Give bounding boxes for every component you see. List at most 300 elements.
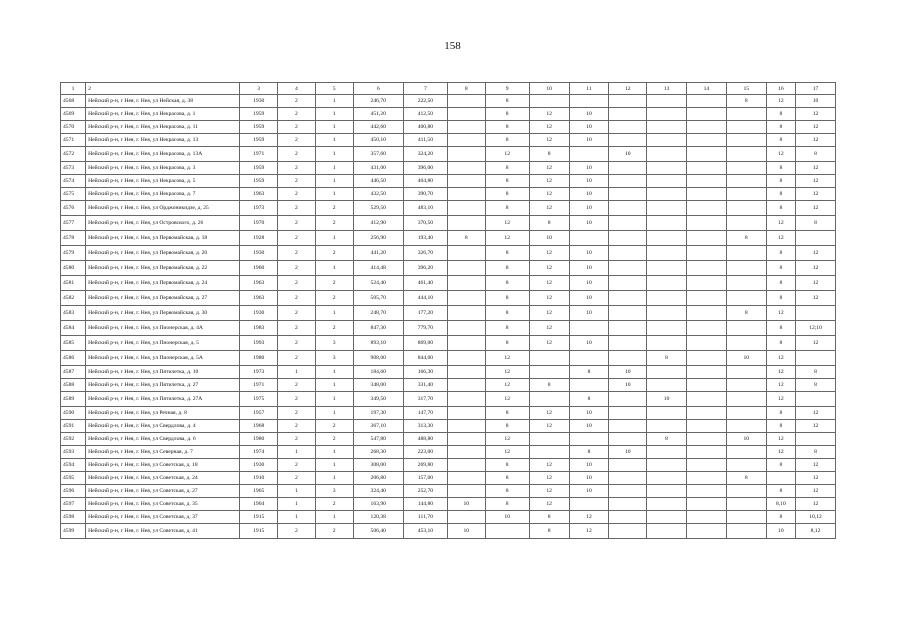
- table-cell: 248,70: [353, 306, 403, 321]
- address-cell: Нейский р-н, г Нея, г. Нея, ул Островского, д. 26: [86, 216, 240, 231]
- table-cell: [686, 511, 726, 524]
- header-row: [61, 83, 836, 95]
- table-cell: [529, 446, 569, 459]
- table-cell: [686, 246, 726, 261]
- table-cell: 893,10: [353, 336, 403, 351]
- table-cell: [647, 524, 687, 539]
- table-row: [61, 261, 836, 276]
- id-cell: 1: [61, 83, 86, 95]
- table-cell: 8: [766, 336, 795, 351]
- table-cell: [447, 121, 485, 134]
- table-cell: 483,10: [403, 201, 447, 216]
- table-cell: 908,00: [353, 351, 403, 366]
- address-cell: Нейский р-н, г Нея, г. Нея, ул Некрасова, д. 5: [86, 175, 240, 188]
- table-cell: 2: [278, 524, 316, 539]
- table-cell: 396,20: [403, 261, 447, 276]
- table-cell: 450,10: [353, 134, 403, 147]
- table-cell: 524,40: [353, 276, 403, 291]
- table-cell: 348,00: [353, 379, 403, 392]
- id-cell: 4581: [61, 276, 86, 291]
- table-cell: 326,70: [403, 246, 447, 261]
- table-cell: [726, 121, 766, 134]
- address-cell: Нейский р-н, г Нея, г. Нея, ул Первомайская, д. 24: [86, 276, 240, 291]
- table-cell: [569, 95, 609, 108]
- table-cell: 12: [529, 188, 569, 201]
- id-cell: 4596: [61, 485, 86, 498]
- table-row: [61, 351, 836, 366]
- table-cell: [447, 511, 485, 524]
- id-cell: 4590: [61, 407, 86, 420]
- id-cell: 4574: [61, 175, 86, 188]
- table-cell: [447, 134, 485, 147]
- table-cell: 12: [485, 351, 529, 366]
- table-cell: 184,60: [353, 366, 403, 379]
- table-cell: 12: [529, 420, 569, 433]
- address-cell: Нейский р-н, г Нея, г. Нея, ул Нейская, д. 38: [86, 95, 240, 108]
- table-cell: [647, 291, 687, 306]
- table-cell: 8: [485, 175, 529, 188]
- table-cell: 12: [796, 336, 836, 351]
- table-cell: [447, 108, 485, 121]
- table-cell: 12: [766, 231, 795, 246]
- table-cell: 8: [766, 175, 795, 188]
- table-cell: [686, 420, 726, 433]
- table-row: [61, 511, 836, 524]
- table-cell: [686, 188, 726, 201]
- table-cell: [686, 351, 726, 366]
- table-cell: [726, 246, 766, 261]
- table-cell: 12: [766, 95, 795, 108]
- table-cell: [485, 524, 529, 539]
- table-cell: [726, 524, 766, 539]
- table-cell: 1: [278, 446, 316, 459]
- id-cell: 4582: [61, 291, 86, 306]
- table-cell: [447, 321, 485, 336]
- table-cell: 12: [529, 459, 569, 472]
- address-cell: Нейский р-н, г Нея, г. Нея, ул Пятилетка, д. 27А: [86, 392, 240, 407]
- table-cell: 461,40: [403, 276, 447, 291]
- table-cell: [609, 459, 647, 472]
- table-row: [61, 392, 836, 407]
- table-cell: 8: [766, 246, 795, 261]
- table-cell: 414,48: [353, 261, 403, 276]
- table-cell: 2: [315, 420, 353, 433]
- table-cell: 12: [796, 420, 836, 433]
- address-cell: Нейский р-н, г Нея, г. Нея, ул Советская, д. 24: [86, 472, 240, 485]
- table-cell: 1959: [240, 162, 278, 175]
- table-cell: [647, 121, 687, 134]
- table-cell: [609, 336, 647, 351]
- table-cell: 2: [278, 276, 316, 291]
- id-cell: 4575: [61, 188, 86, 201]
- table-cell: [609, 291, 647, 306]
- table-cell: 11: [569, 83, 609, 95]
- table-cell: 12: [766, 351, 795, 366]
- table-cell: [647, 231, 687, 246]
- table-cell: [609, 162, 647, 175]
- table-cell: [447, 95, 485, 108]
- table-cell: 8: [485, 498, 529, 511]
- table-cell: 12: [796, 121, 836, 134]
- table-cell: 1970: [240, 216, 278, 231]
- table-row: [61, 366, 836, 379]
- table-cell: 10: [569, 246, 609, 261]
- table-cell: 1: [315, 147, 353, 162]
- table-cell: 12: [766, 392, 795, 407]
- table-cell: [447, 261, 485, 276]
- table-cell: 2: [315, 201, 353, 216]
- table-cell: 1: [315, 472, 353, 485]
- table-cell: 1: [315, 108, 353, 121]
- table-cell: 8: [796, 147, 836, 162]
- table-cell: [529, 433, 569, 446]
- id-cell: 4591: [61, 420, 86, 433]
- table-cell: 10: [609, 366, 647, 379]
- table-cell: 252,70: [403, 485, 447, 498]
- table-cell: [447, 246, 485, 261]
- table-cell: [447, 291, 485, 306]
- table-cell: 8: [766, 420, 795, 433]
- table-cell: 10: [569, 420, 609, 433]
- table-cell: 10: [569, 216, 609, 231]
- table-cell: 1959: [240, 175, 278, 188]
- table-cell: [686, 216, 726, 231]
- address-cell: Нейский р-н, г Нея, г. Нея, ул Первомайская, д. 30: [86, 306, 240, 321]
- table-cell: [569, 147, 609, 162]
- table-cell: 12: [529, 121, 569, 134]
- table-cell: 8: [447, 83, 485, 95]
- table-cell: [609, 321, 647, 336]
- table-cell: [609, 216, 647, 231]
- table-cell: 2: [315, 498, 353, 511]
- table-cell: [686, 321, 726, 336]
- table-cell: [686, 407, 726, 420]
- table-cell: 8: [569, 366, 609, 379]
- address-cell: Нейский р-н, г Нея, г. Нея, ул Свердлова, д. 6: [86, 433, 240, 446]
- table-row: [61, 121, 836, 134]
- table-cell: 8: [485, 246, 529, 261]
- table-cell: 8,10: [766, 498, 795, 511]
- table-cell: [726, 407, 766, 420]
- table-cell: 8: [766, 276, 795, 291]
- table-cell: 431,00: [353, 162, 403, 175]
- table-cell: 12: [529, 306, 569, 321]
- table-cell: [686, 134, 726, 147]
- table-cell: 1930: [240, 246, 278, 261]
- table-row: [61, 162, 836, 175]
- table-cell: 2: [278, 216, 316, 231]
- id-cell: 4594: [61, 459, 86, 472]
- id-cell: 4572: [61, 147, 86, 162]
- table-cell: 12: [569, 524, 609, 539]
- table-cell: 1963: [240, 291, 278, 306]
- table-cell: 10: [485, 511, 529, 524]
- table-cell: 324,20: [403, 147, 447, 162]
- table-cell: 12: [529, 261, 569, 276]
- table-cell: 8: [485, 108, 529, 121]
- table-cell: 8: [796, 366, 836, 379]
- table-cell: [726, 498, 766, 511]
- table-cell: 331,40: [403, 379, 447, 392]
- table-cell: 1: [315, 134, 353, 147]
- address-cell: Нейский р-н, г Нея, г. Нея, ул Пионерская, д. 4А: [86, 321, 240, 336]
- table-cell: 1965: [240, 485, 278, 498]
- table-cell: 370,50: [403, 216, 447, 231]
- table-cell: 357,60: [353, 147, 403, 162]
- table-cell: 10: [569, 108, 609, 121]
- table-cell: 1: [315, 261, 353, 276]
- table-cell: 1959: [240, 134, 278, 147]
- table-cell: 8: [766, 485, 795, 498]
- table-cell: [726, 446, 766, 459]
- table-cell: [726, 162, 766, 175]
- table-cell: [609, 246, 647, 261]
- address-cell: Нейский р-н, г Нея, г. Нея, ул Советская, д. 18: [86, 459, 240, 472]
- table-cell: 12: [529, 291, 569, 306]
- table-cell: 1971: [240, 147, 278, 162]
- table-cell: 8: [766, 108, 795, 121]
- table-cell: 1: [315, 306, 353, 321]
- table-cell: [686, 392, 726, 407]
- table-cell: 8: [485, 485, 529, 498]
- table-cell: [609, 306, 647, 321]
- table-cell: [529, 351, 569, 366]
- table-cell: 1: [315, 231, 353, 246]
- table-cell: 163,90: [353, 498, 403, 511]
- table-cell: 157,00: [403, 472, 447, 485]
- id-cell: 4578: [61, 231, 86, 246]
- table-cell: 2: [278, 162, 316, 175]
- table-cell: [447, 433, 485, 446]
- table-cell: [447, 446, 485, 459]
- table-cell: 529,50: [353, 201, 403, 216]
- table-cell: [726, 188, 766, 201]
- id-cell: 4597: [61, 498, 86, 511]
- table-cell: 2: [278, 175, 316, 188]
- table-cell: [726, 420, 766, 433]
- table-cell: 12: [485, 366, 529, 379]
- table-cell: 12: [796, 188, 836, 201]
- table-cell: 3: [315, 336, 353, 351]
- table-cell: 246,70: [353, 95, 403, 108]
- table-cell: 2: [278, 306, 316, 321]
- table-cell: 8: [647, 351, 687, 366]
- table-cell: [447, 366, 485, 379]
- table-cell: [726, 175, 766, 188]
- table-cell: [447, 162, 485, 175]
- table-cell: [726, 261, 766, 276]
- table-cell: 8: [766, 511, 795, 524]
- table-cell: 1: [315, 175, 353, 188]
- address-cell: Нейский р-н, г Нея, г. Нея, ул Свердлова, д. 4: [86, 420, 240, 433]
- table-cell: 432,50: [353, 188, 403, 201]
- table-cell: 13: [647, 83, 687, 95]
- table-cell: 1: [278, 511, 316, 524]
- table-cell: 1963: [240, 276, 278, 291]
- id-cell: 4598: [61, 511, 86, 524]
- table-cell: 1974: [240, 446, 278, 459]
- table-cell: 1930: [240, 95, 278, 108]
- table-cell: [726, 336, 766, 351]
- address-cell: Нейский р-н, г Нея, г. Нея, ул Орджоникидзе, д. 25: [86, 201, 240, 216]
- table-cell: 1: [315, 379, 353, 392]
- table-cell: [647, 162, 687, 175]
- table-cell: 8: [647, 433, 687, 446]
- table-cell: 223,00: [403, 446, 447, 459]
- table-cell: 15: [726, 83, 766, 95]
- table-cell: 2: [278, 188, 316, 201]
- table-cell: 1980: [240, 351, 278, 366]
- id-cell: 4595: [61, 472, 86, 485]
- table-cell: 10: [609, 379, 647, 392]
- table-cell: 12;10: [796, 321, 836, 336]
- table-cell: 12: [485, 392, 529, 407]
- table-cell: 8: [726, 231, 766, 246]
- table-cell: 177,20: [403, 306, 447, 321]
- table-cell: 1: [278, 498, 316, 511]
- table-cell: 8: [447, 231, 485, 246]
- table-cell: 8: [766, 321, 795, 336]
- table-cell: [686, 291, 726, 306]
- table-cell: 1993: [240, 336, 278, 351]
- table-cell: [647, 446, 687, 459]
- table-cell: [726, 392, 766, 407]
- table-cell: 2: [278, 246, 316, 261]
- id-cell: 4586: [61, 351, 86, 366]
- table-cell: [686, 306, 726, 321]
- table-cell: 12: [529, 175, 569, 188]
- table-cell: [609, 472, 647, 485]
- table-cell: [609, 351, 647, 366]
- table-cell: [647, 95, 687, 108]
- table-cell: 222,50: [403, 95, 447, 108]
- table-cell: 10: [529, 231, 569, 246]
- id-cell: 4587: [61, 366, 86, 379]
- table-cell: [569, 351, 609, 366]
- id-cell: 4583: [61, 306, 86, 321]
- table-row: [61, 231, 836, 246]
- table-cell: 12: [485, 446, 529, 459]
- table-cell: 10: [569, 472, 609, 485]
- table-cell: 12: [529, 472, 569, 485]
- table-cell: 8: [766, 134, 795, 147]
- address-cell: Нейский р-н, г Нея, г. Нея, ул Первомайская, д. 27: [86, 291, 240, 306]
- table-cell: 10: [569, 291, 609, 306]
- id-cell: 4584: [61, 321, 86, 336]
- table-cell: 308,00: [353, 459, 403, 472]
- table-cell: [686, 433, 726, 446]
- table-cell: 10: [569, 261, 609, 276]
- table-cell: 17: [796, 83, 836, 95]
- table-cell: 2: [278, 472, 316, 485]
- table-cell: 10: [609, 147, 647, 162]
- table-cell: 8: [766, 459, 795, 472]
- table-cell: [647, 261, 687, 276]
- table-cell: 8: [766, 261, 795, 276]
- address-cell: Нейский р-н, г Нея, г. Нея, ул Некрасова, д. 11: [86, 121, 240, 134]
- table-cell: 869,00: [403, 336, 447, 351]
- address-cell: Нейский р-н, г Нея, г. Нея, ул Некрасова, д. 7: [86, 188, 240, 201]
- table-cell: 12: [796, 246, 836, 261]
- table-cell: 12: [529, 485, 569, 498]
- table-cell: 1915: [240, 524, 278, 539]
- table-cell: 8: [796, 446, 836, 459]
- table-cell: [796, 231, 836, 246]
- table-cell: 1973: [240, 201, 278, 216]
- address-cell: Нейский р-н, г Нея, г. Нея, ул Первомайская, д. 20: [86, 246, 240, 261]
- table-cell: 12: [529, 108, 569, 121]
- table-cell: [609, 407, 647, 420]
- table-cell: 12: [796, 108, 836, 121]
- table-cell: 10: [647, 392, 687, 407]
- table-cell: 8: [485, 276, 529, 291]
- table-cell: [647, 485, 687, 498]
- table-cell: [609, 433, 647, 446]
- table-cell: 2: [278, 407, 316, 420]
- table-cell: 8: [485, 472, 529, 485]
- table-cell: 10: [766, 524, 795, 539]
- table-cell: [447, 351, 485, 366]
- table-cell: 2: [315, 291, 353, 306]
- table-row: [61, 485, 836, 498]
- table-cell: 12: [529, 162, 569, 175]
- table-cell: [726, 216, 766, 231]
- table-cell: 1971: [240, 379, 278, 392]
- table-cell: 404,80: [403, 175, 447, 188]
- table-cell: [686, 366, 726, 379]
- table-cell: 411,50: [403, 134, 447, 147]
- table-cell: 2: [278, 351, 316, 366]
- table-cell: 12: [766, 433, 795, 446]
- table-cell: 12: [485, 231, 529, 246]
- table-cell: 1: [315, 95, 353, 108]
- table-cell: [609, 498, 647, 511]
- table-cell: 2: [278, 121, 316, 134]
- page-number: 158: [444, 40, 461, 52]
- table-cell: [569, 498, 609, 511]
- table-cell: [647, 420, 687, 433]
- table-cell: 10: [529, 83, 569, 95]
- table-cell: [686, 121, 726, 134]
- table-cell: 1: [315, 446, 353, 459]
- table-cell: [796, 392, 836, 407]
- table-cell: 8,12: [796, 524, 836, 539]
- id-cell: 4576: [61, 201, 86, 216]
- table-cell: 8: [485, 121, 529, 134]
- table-row: [61, 276, 836, 291]
- table-cell: 12: [485, 216, 529, 231]
- table-cell: [647, 175, 687, 188]
- table-row: [61, 246, 836, 261]
- table-cell: 8: [485, 306, 529, 321]
- table-cell: [647, 511, 687, 524]
- table-cell: [447, 336, 485, 351]
- table-row: [61, 188, 836, 201]
- table-cell: 8: [485, 407, 529, 420]
- table-cell: [447, 147, 485, 162]
- table-cell: 1973: [240, 366, 278, 379]
- table-cell: 14: [686, 83, 726, 95]
- table-cell: 2: [278, 392, 316, 407]
- table-row: [61, 379, 836, 392]
- table-cell: [686, 162, 726, 175]
- address-cell: Нейский р-н, г Нея, г. Нея, ул Северная, д. 7: [86, 446, 240, 459]
- table-cell: 2: [315, 246, 353, 261]
- table-cell: 8: [766, 291, 795, 306]
- table-cell: 10: [796, 95, 836, 108]
- table-cell: 1: [278, 366, 316, 379]
- table-cell: 12: [766, 147, 795, 162]
